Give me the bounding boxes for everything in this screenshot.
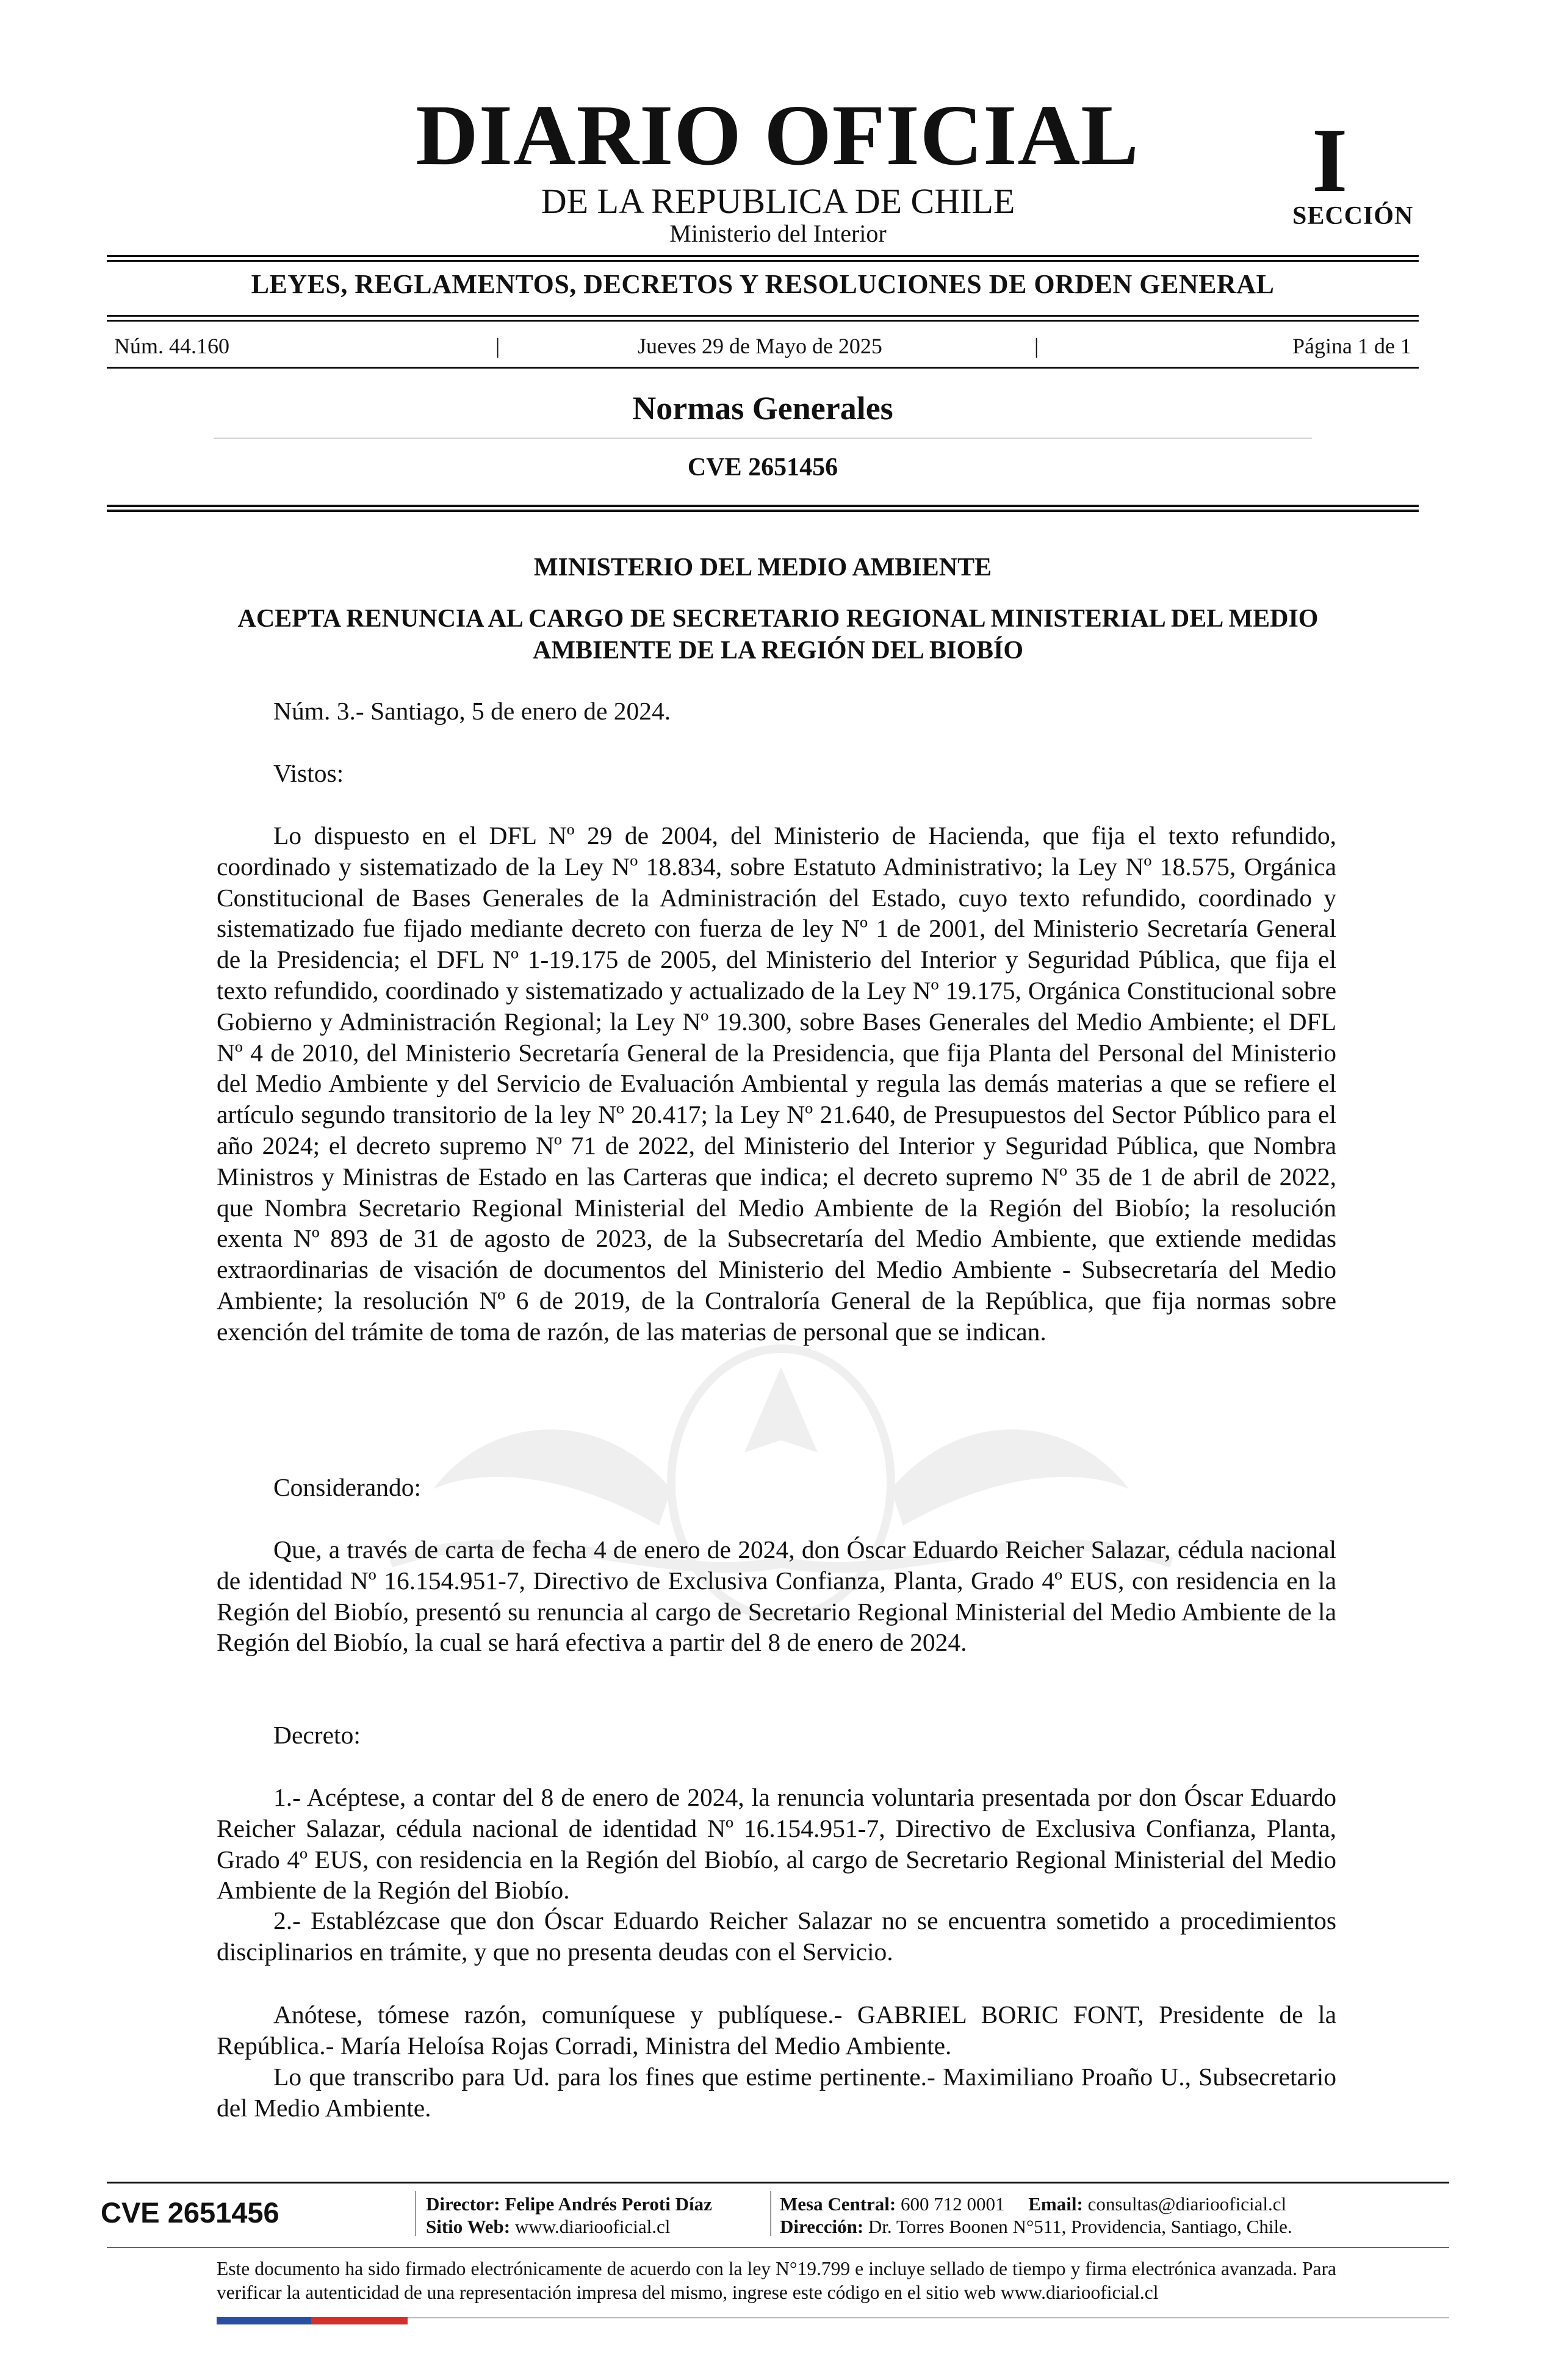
footer-address — [780, 2215, 1292, 2238]
footer-contact — [780, 2193, 1286, 2215]
footer-divider — [770, 2191, 771, 2236]
header-bottom-rule-2 — [107, 510, 1419, 512]
footer-director — [426, 2193, 712, 2215]
considerando-paragraph: Que, a través de carta de fecha 4 de enero de 2024, don Óscar Eduardo Reicher Salazar, cédula nacional de identidad Nº 16.154.951-7, Directivo de Exclusiva Confianza, Planta, Grado 4º EUS, con residencia en la Región del Biobío, presentó su renuncia al cargo de Secretario Regional Ministerial del Medio Ambiente de la Región del Biobío, la cual se hará efectiva a partir del 8 de enero de 2024. — [217, 1535, 1336, 1657]
vistos-label: Vistos: — [273, 759, 344, 787]
address-label: Dirección: — [780, 2216, 864, 2237]
phone-value: 600 712 0001 — [901, 2193, 1005, 2215]
header-bottom-rule-1 — [107, 505, 1419, 507]
considerando-label: Considerando: — [273, 1473, 422, 1501]
footer-top-rule — [107, 2182, 1449, 2183]
footer-middle-rule — [107, 2247, 1449, 2248]
website-label: Sitio Web: — [426, 2216, 511, 2237]
issuing-ministry: MINISTERIO DEL MEDIO AMBIENTE — [533, 554, 992, 582]
page-indicator: Página 1 de 1 — [1292, 334, 1411, 358]
top-double-rule-1 — [107, 255, 1419, 257]
decreto-article-1: 1.- Acéptese, a contar del 8 de enero de 2024, la renuncia voluntaria presentada por don Óscar Eduardo Reicher Salazar, cédula nacional de identidad Nº 16.154.951-7, Directivo de Exclusiva Confianza, Planta, Grado 4º EUS, con residencia en la Región del Biobío, al cargo de Secretario Regional Ministerial del Medio Ambiente de la Región del Biobío. — [217, 1783, 1336, 1905]
info-separator: | — [495, 334, 500, 358]
footer-bottom-rule — [408, 2317, 1449, 2318]
banner-bottom-rule-1 — [107, 315, 1419, 317]
email-link[interactable]: consultas@diariooficial.cl — [1087, 2193, 1287, 2215]
footer-website — [426, 2215, 670, 2238]
decreto-article-2: 2.- Establézcase que don Óscar Eduardo Reicher Salazar no se encuentra sometido a procedimientos disciplinarios en trámite, y que no presenta deudas con el Servicio. — [217, 1906, 1336, 1966]
newspaper-title: DIARIO OFICIAL — [416, 87, 1139, 183]
category-divider — [214, 438, 1312, 439]
top-double-rule-2 — [107, 260, 1419, 262]
section-banner: LEYES, REGLAMENTOS, DECRETOS Y RESOLUCIONES DE ORDEN GENERAL — [251, 269, 1275, 299]
info-separator: | — [1034, 334, 1039, 358]
issue-info-bar — [107, 330, 1419, 361]
infobar-bottom-rule — [107, 367, 1419, 369]
footer-cve-code: CVE 2651456 — [101, 2196, 279, 2229]
director-value: Felipe Andrés Peroti Díaz — [505, 2193, 712, 2215]
section-label: SECCIÓN — [1292, 202, 1414, 230]
closing-signatures: Anótese, tómese razón, comuníquese y publíquese.- GABRIEL BORIC FONT, Presidente de la República.- María Heloísa Rojas Corradi, Ministra del Medio Ambiente. — [217, 2000, 1336, 2060]
issue-date: Jueves 29 de Mayo de 2025 — [638, 334, 882, 358]
decreto-label: Decreto: — [273, 1721, 361, 1749]
banner-bottom-rule-2 — [107, 320, 1419, 322]
newspaper-subtitle: DE LA REPUBLICA DE CHILE — [541, 181, 1015, 221]
vistos-paragraph: Lo dispuesto en el DFL Nº 29 de 2004, del Ministerio de Hacienda, que fija el texto refundido, coordinado y sistematizado de la Ley Nº 18.834, sobre Estatuto Administrativo; la Ley Nº 18.575, Orgánica Constitucional de Bases Generales de la Administración del Estado, cuyo texto refundido, coordinado y sistematizado fue fijado mediante decreto con fuerza de ley Nº 1 de 2001, del Ministerio Secretaría General de la Presidencia; el DFL Nº 1-19.175 de 2005, del Ministerio del Interior y Seguridad Pública, que fija el texto refundido, coordinado y sistematizado y actualizado de la Ley Nº 19.175, Orgánica Constitucional sobre Gobierno y Administración Regional; la Ley Nº 19.300, sobre Bases Generales del Medio Ambiente; el DFL Nº 4 de 2010, del Ministerio Secretaría General de la Presidencia, que fija Planta del Personal del Ministerio del Medio Ambiente y del Servicio de Evaluación Ambiental y regula las demás materias a que se refiere el artículo segundo transitorio de la ley Nº 20.417; la Ley Nº 21.640, de Presupuestos del Sector Público para el año 2024; el decreto supremo Nº 71 de 2022, del Ministerio del Interior y Seguridad Pública, que Nombra Ministros y Ministras de Estado en las Carteras que indica; el decreto supremo Nº 35 de 1 de abril de 2022, que Nombra Secretario Regional Ministerial del Medio Ambiente de la Región del Biobío; la resolución exenta Nº 893 de 31 de agosto de 2023, de la Subsecretaría del Medio Ambiente, que extiende medidas extraordinarias de visación de documentos del Ministerio del Medio Ambiente - Subsecretaría del Medio Ambiente; la resolución Nº 6 de 2019, de la Contraloría General de la República, que fija normas sobre exención del trámite de toma de razón, de las materias de personal que se indican. — [217, 821, 1336, 1346]
newspaper-ministry: Ministerio del Interior — [669, 219, 887, 247]
footer-divider — [415, 2191, 416, 2236]
footer-flag-red-stripe — [311, 2317, 408, 2324]
cve-code: CVE 2651456 — [687, 453, 838, 481]
address-value: Dr. Torres Boonen N°511, Providencia, Santiago, Chile. — [868, 2216, 1292, 2237]
decree-title: ACEPTA RENUNCIA AL CARGO DE SECRETARIO REGIONAL MINISTERIAL DEL MEDIO AMBIENTE DE LA REGIÓN DEL BIOBÍO — [237, 605, 1319, 665]
footer-flag-blue-stripe — [217, 2317, 311, 2324]
issue-number: Núm. 44.160 — [114, 334, 229, 358]
decree-number-date: Núm. 3.- Santiago, 5 de enero de 2024. — [273, 697, 671, 725]
phone-label: Mesa Central: — [780, 2193, 896, 2215]
website-link[interactable]: www.diariooficial.cl — [514, 2216, 671, 2237]
section-number: I — [1312, 110, 1348, 211]
director-label: Director: — [426, 2193, 500, 2215]
email-label: Email: — [1028, 2193, 1083, 2215]
footer-legal-note: Este documento ha sido firmado electrónicamente de acuerdo con la ley N°19.799 e incluye sellado de tiempo y firma electrónica avanzada. Para verificar la autenticidad de una representación impresa del mismo, ingrese este código en el sitio web www.diariooficial.cl — [217, 2258, 1336, 2303]
closing-transcription: Lo que transcribo para Ud. para los fines que estime pertinente.- Maximiliano Proaño U., Subsecretario del Medio Ambiente. — [217, 2063, 1336, 2122]
category-heading: Normas Generales — [632, 390, 893, 427]
